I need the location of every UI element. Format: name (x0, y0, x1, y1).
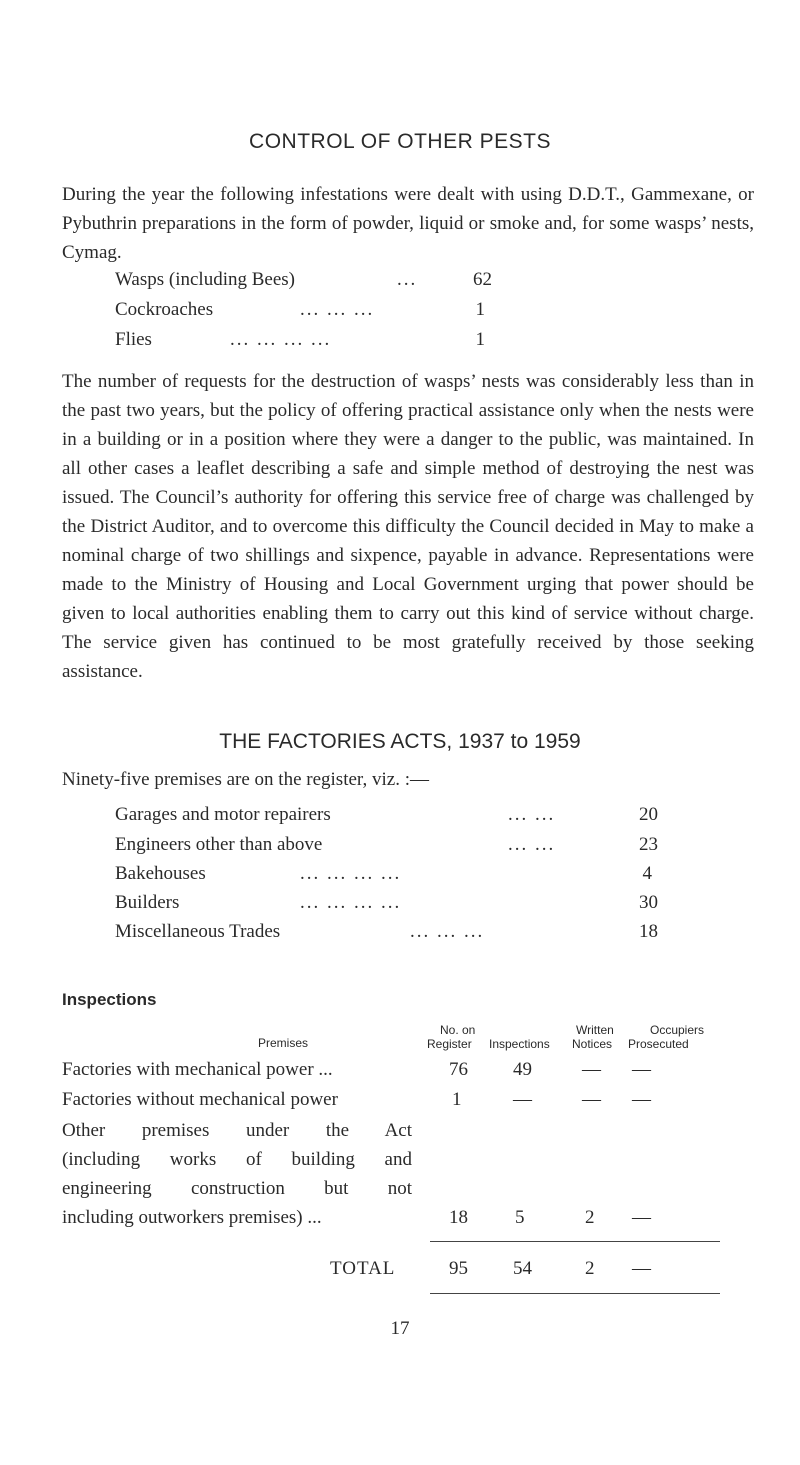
pest-dots-cockroaches: ... ... ... (300, 299, 375, 320)
total-top-rule (430, 1241, 720, 1242)
column-header-premises: Premises (258, 1036, 309, 1050)
factory-dots-bakehouses: ... ... ... ... (300, 863, 402, 884)
total-inspections-cell: 54 (513, 1258, 532, 1279)
factory-label-misc: Miscellaneous Trades (115, 921, 281, 942)
factories-intro: Ninety-five premises are on the register, viz. :— (62, 769, 429, 790)
inspection-register-cell: 18 (449, 1207, 468, 1228)
factory-count-engineers: 23 (639, 834, 658, 855)
factory-count-builders: 30 (639, 892, 658, 913)
column-header-register-line1: No. on (440, 1023, 476, 1037)
factory-dots-misc: ... ... ... (410, 921, 485, 942)
section-title-factories: THE FACTORIES ACTS, 1937 to 1959 (219, 730, 581, 753)
inspection-prosecuted-cell: — (632, 1207, 651, 1228)
factory-count-bakehouses: 4 (642, 863, 652, 884)
inspection-row-label-line: (including works of building and (62, 1149, 412, 1170)
total-register-cell: 95 (449, 1258, 468, 1279)
inspection-register-cell: 1 (452, 1089, 462, 1110)
inspection-prosecuted-cell: — (632, 1089, 651, 1110)
factory-label-garages: Garages and motor repairers (115, 804, 331, 825)
factory-label-bakehouses: Bakehouses (115, 863, 206, 884)
pests-intro-paragraph: During the year the following infestations were dealt with using D.D.T., Gammexane, or Pybuthrin preparations in the form of powder, liquid or smoke and, for some wasps’ nests, Cymag. (62, 184, 754, 263)
column-header-register-line2: Register (427, 1037, 472, 1051)
inspection-row-label: Factories without mechanical power (62, 1089, 338, 1110)
inspection-row-label-line: engineering construction but not (62, 1178, 412, 1199)
factory-count-misc: 18 (639, 921, 658, 942)
inspection-row-label: Factories with mechanical power ... (62, 1059, 333, 1080)
inspection-prosecuted-cell: — (632, 1059, 651, 1080)
total-prosecuted-cell: — (632, 1258, 651, 1279)
factory-dots-engineers: ... ... (508, 834, 556, 855)
pest-count-cockroaches: 1 (475, 299, 485, 320)
pests-body-paragraph: The number of requests for the destruction of wasps’ nests was considerably less than in the past two years, but the policy of offering practical assistance only when the nests were in a building or in a position where they were a danger to the public, was maintained. In all other cases a leaflet describing a safe and simple method of destroying the nest was issued. The Council’s authority for offering this service free of charge was challenged by the District Auditor, and to overcome this difficulty the Council decided in May to make a nominal charge of two shillings and sixpence, payable in advance. Representations were made to the Ministry of Housing and Local Government urging that power should be given to local authorities enabling them to carry out this kind of service without charge. The service given has continued to be most gratefully received by those seeking assistance. (62, 371, 754, 682)
column-header-occupiers-line1: Occupiers (650, 1023, 705, 1037)
column-header-occupiers-line2: Prosecuted (628, 1037, 689, 1051)
column-header-written-line2: Notices (572, 1037, 613, 1051)
factory-dots-builders: ... ... ... ... (300, 892, 402, 913)
inspection-row-label-line: including outworkers premises) ... (62, 1207, 322, 1228)
inspections-heading: Inspections (62, 990, 157, 1009)
inspection-notices-cell: — (582, 1059, 601, 1080)
pest-label-wasps: Wasps (including Bees) (115, 269, 295, 290)
column-header-written-line1: Written (576, 1023, 614, 1037)
inspection-count-cell: — (513, 1089, 532, 1110)
inspection-notices-cell: 2 (585, 1207, 595, 1228)
inspection-register-cell: 76 (449, 1059, 468, 1080)
pest-dots-wasps: ... (397, 269, 418, 290)
pest-dots-flies: ... ... ... ... (230, 329, 332, 350)
total-notices-cell: 2 (585, 1258, 595, 1279)
factory-label-builders: Builders (115, 892, 180, 913)
pest-label-flies: Flies (115, 329, 152, 350)
total-bottom-rule (430, 1293, 720, 1294)
pest-label-cockroaches: Cockroaches (115, 299, 214, 320)
inspection-count-cell: 49 (513, 1059, 532, 1080)
page-number: 17 (390, 1318, 410, 1339)
section-title-pests: CONTROL OF OTHER PESTS (249, 130, 551, 153)
inspection-notices-cell: — (582, 1089, 601, 1110)
inspection-row-label-line: Other premises under the Act (62, 1120, 412, 1141)
factory-label-engineers: Engineers other than above (115, 834, 323, 855)
factory-count-garages: 20 (639, 804, 658, 825)
column-header-inspections: Inspections (489, 1037, 550, 1051)
total-label: TOTAL (330, 1258, 396, 1279)
pest-count-wasps: 62 (473, 269, 492, 290)
pest-count-flies: 1 (475, 329, 485, 350)
factory-dots-garages: ... ... (508, 804, 556, 825)
inspection-count-cell: 5 (515, 1207, 525, 1228)
